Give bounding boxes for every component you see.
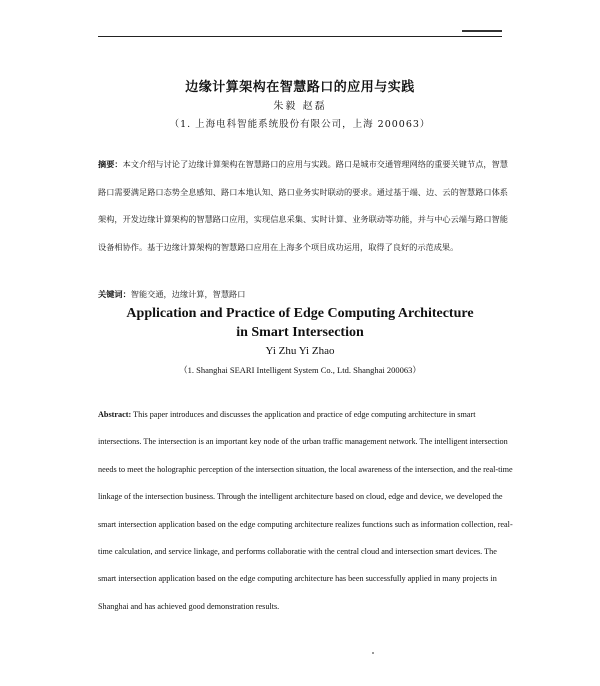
english-abstract-text: This paper introduces and discusses the application and practice of edge computing architecture in smart intersections. The intersection is an important key node of the urban traffic management network. The intelligent intersection needs to meet the holographic perception of the intersection situation, the local awareness of the intersection, and the real-time linkage of the intersection business. Through the intelligent architecture based on cloud, edge and device, we developed the smart intersection application based on the edge computing architecture realizes functions such as information collection, real-time calculation, and service linkage, and performs collaboratie with the central cloud and intersection smart devices. The smart intersection application based on the edge computing architecture has been successfully applied in many projects in Shanghai and has achieved good demonstration results. bbox=[98, 410, 513, 611]
english-title-line1: Application and Practice of Edge Computing Architecture bbox=[126, 306, 474, 321]
header-mark bbox=[462, 30, 502, 38]
chinese-title: 边缘计算架构在智慧路口的应用与实践 bbox=[185, 80, 415, 95]
english-abstract-label: Abstract: bbox=[98, 410, 132, 419]
header-rule bbox=[98, 36, 502, 37]
english-abstract bbox=[98, 401, 516, 620]
chinese-affiliation: （1. 上海电科智能系统股份有限公司，上海 200063） bbox=[169, 119, 431, 130]
english-affiliation: （1. Shanghai SEARI Intelligent System Co., Ltd. Shanghai 200063） bbox=[179, 365, 421, 375]
chinese-keywords bbox=[98, 287, 508, 301]
english-authors: Yi Zhu Yi Zhao bbox=[265, 345, 335, 357]
chinese-abstract-text: 本文介绍与讨论了边缘计算架构在智慧路口的应用与实践。路口是城市交通管理网络的重要关键节点，智慧路口需要满足路口态势全息感知、路口本地认知、路口业务实时联动的要求。通过基于端、边、云的智慧路口体系架构，开发边缘计算架构的智慧路口应用，实现信息采集、实时计算、业务联动等功能，并与中心云端与路口智能设备相协作。基于边缘计算架构的智慧路口应用在上海多个项目成功运用，取得了良好的示范成果。 bbox=[98, 159, 508, 252]
chinese-keywords-text: 智能交通，边缘计算，智慧路口 bbox=[130, 289, 246, 299]
chinese-authors: 朱毅 赵磊 bbox=[273, 101, 327, 112]
chinese-abstract-label: 摘要： bbox=[98, 159, 123, 169]
english-title bbox=[0, 304, 600, 342]
page-speck bbox=[372, 652, 374, 654]
chinese-keywords-label: 关键词： bbox=[98, 289, 131, 299]
english-title-line2: in Smart Intersection bbox=[236, 325, 364, 340]
chinese-abstract bbox=[98, 151, 508, 261]
